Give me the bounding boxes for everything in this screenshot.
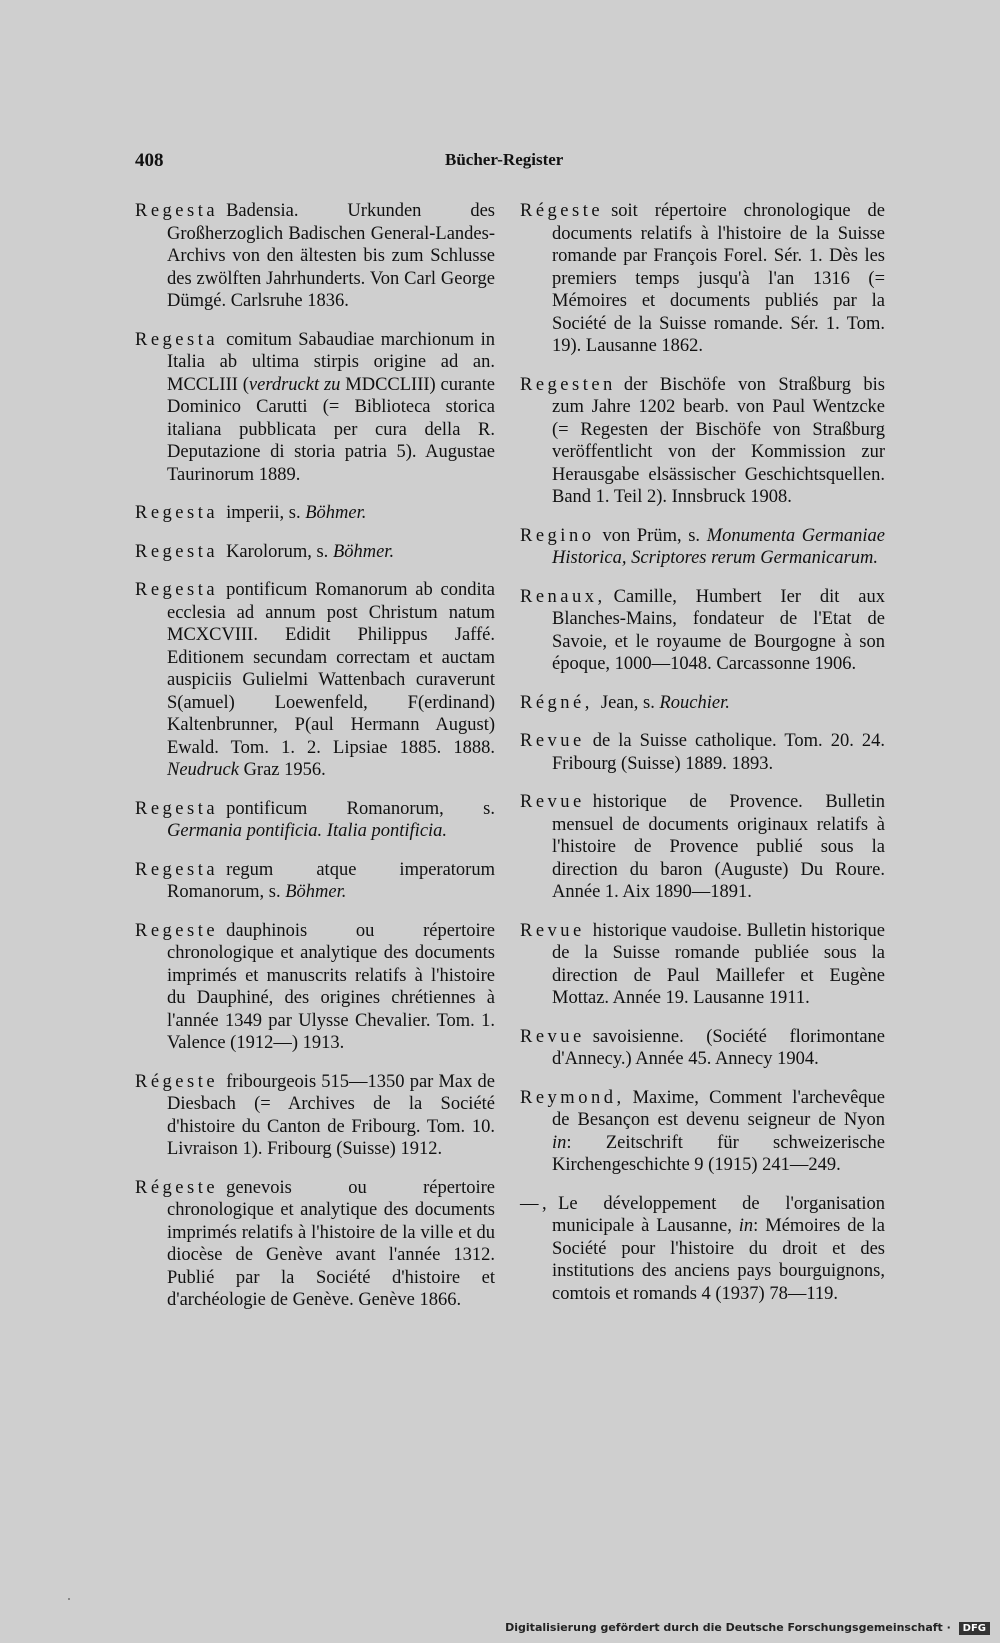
register-entry: [135, 200, 495, 313]
entry-text: von Prüm, s.: [602, 525, 707, 546]
entry-italic-text: Germania pontificia. Italia pontificia.: [167, 821, 448, 841]
entry-text: comitum Sabaudiae marchionum in Italia ab ultima stirpis origine ad an. MCCLIII (: [167, 329, 495, 395]
register-entry: [520, 525, 885, 570]
entry-text: : Zeitschrift für schweizerische Kirchengeschichte 9 (1915) 241—249.: [552, 1132, 885, 1175]
entry-keyword: Regesta: [135, 503, 219, 523]
entry-text: pontificum Romanorum, s.: [226, 798, 495, 819]
entry-text: Jean, s.: [600, 692, 660, 713]
entry-text: Karolorum, s.: [226, 541, 333, 562]
register-entry: [135, 1177, 495, 1312]
entry-keyword: Regesta: [135, 580, 219, 600]
entry-italic-text: Neudruck: [167, 760, 239, 780]
entry-keyword: —,: [520, 1193, 551, 1214]
entry-text: Maxime, Comment l'archevêque de Besançon est devenu seigneur de Nyon: [552, 1087, 885, 1130]
entry-text: fribourgeois 515—1350 par Max de Diesbach (= Archives de la Société d'histoire du Canton de Fribourg. Tom. 10. Livraison 1). Fribourg (Suisse) 1912.: [167, 1071, 495, 1159]
entry-keyword: Regesta: [135, 798, 219, 819]
register-entry: [135, 329, 495, 487]
entry-italic-text: verdruckt zu: [248, 374, 341, 395]
register-entry: [520, 374, 885, 509]
register-entry: [520, 1193, 885, 1306]
scan-mark: [68, 1598, 70, 1600]
entry-text: soit répertoire chronologique de documents relatifs à l'histoire de la Suisse romande par François Forel. Sér. 1. Dès les premiers temps jusqu'à l'an 1316 (= Mémoires et documents publiés par la Société de la Suisse romande. Sér. 1. Tom. 19). Lausanne 1862.: [552, 201, 885, 356]
entry-text: dauphinois ou répertoire chronologique et analytique des documents imprimés et manuscrits relatifs à l'histoire du Dauphiné, des origines chrétiennes à l'année 1349 par Ulysse Chevalier. Tom. 1. Valence (1912—) 1913.: [167, 920, 495, 1053]
register-entry: [520, 1087, 885, 1177]
entry-italic-text: Böhmer.: [285, 882, 347, 902]
entry-text: MDCCLIII) curante Dominico Carutti (= Biblioteca storica italiana pubblicata per cura della R. Deputazione di storia patria 5). Augustae Taurinorum 1889.: [167, 374, 495, 485]
register-entry: [135, 798, 495, 843]
digitization-credit: [505, 1621, 990, 1635]
entry-keyword: Régeste: [520, 201, 604, 221]
entry-text: : Mémoires de la Société pour l'histoire du droit et des institutions des anciens pays bourguignons, comtois et romands 4 (1937) 78—119.: [552, 1216, 885, 1304]
entry-keyword: Régeste: [135, 1071, 219, 1092]
entry-keyword: Régné,: [520, 692, 593, 713]
register-entry: [135, 1071, 495, 1161]
left-column: [135, 200, 495, 1328]
entry-keyword: Revue: [520, 792, 585, 812]
register-entry: [520, 791, 885, 904]
entry-keyword: Renaux,: [520, 586, 606, 607]
entry-text: Badensia. Urkunden des Großherzoglich Badischen General-Landes-Archivs von den ältesten bis zum Schlusse des zwölften Jahrhunderts. Von Carl George Dümgé. Carlsruhe 1836.: [167, 201, 495, 311]
entry-text: pontificum Romanorum ab condita ecclesia ad annum post Christum natum MCXCVIII. Edidit Philippus Jaffé. Editionem secundam correctam et auctam auspiciis Gulielmi Wattenbach curaverunt S(amuel) Loewenfeld, F(erdinand) Kaltenbrunner, P(aul Hermann August) Ewald. Tom. 1. 2. Lipsiae 1885. 1888.: [167, 580, 495, 758]
entry-keyword: Regesta: [135, 541, 219, 562]
entry-italic-text: Monumenta Germaniae Historica, Scriptores rerum Germanicarum.: [552, 525, 885, 568]
entry-text: historique vaudoise. Bulletin historique de la Suisse romande publiée sous la direction de Paul Maillefer et Eugène Mottaz. Année 19. Lausanne 1911.: [552, 920, 885, 1008]
entry-text: savoisienne. (Société florimontane d'Annecy.) Année 45. Annecy 1904.: [552, 1026, 885, 1069]
entry-text: Graz 1956.: [238, 760, 326, 780]
register-entry: [135, 502, 495, 525]
entry-italic-text: Böhmer.: [332, 541, 395, 562]
entry-italic-text: Rouchier.: [659, 692, 730, 713]
entry-text: der Bischöfe von Straßburg bis zum Jahre 1202 bearb. von Paul Wentzcke (= Regesten der Bischöfe von Straßburg veröffentlicht von der Kommission zur Herausgabe elsässischer Geschichtsquellen. Band 1. Teil 2). Innsbruck 1908.: [552, 374, 885, 507]
entry-keyword: Regesta: [135, 201, 219, 221]
entry-keyword: Reymond,: [520, 1087, 625, 1108]
register-entry: [135, 541, 495, 564]
entry-keyword: Revue: [520, 920, 585, 941]
entry-italic-text: in: [738, 1216, 754, 1236]
entry-text: genevois ou répertoire chronologique et analytique des documents imprimés relatifs à l'histoire de la ville et du diocèse de Genève avant l'année 1312. Publié par la Société d'histoire et d'archéologie de Genève. Genève 1866.: [167, 1177, 495, 1310]
page-header: [135, 150, 860, 180]
entry-keyword: Regesten: [520, 374, 616, 395]
register-entry: [520, 1026, 885, 1071]
register-entry: [135, 859, 495, 904]
entry-text: Le développement de l'organisation municipale à Lausanne,: [552, 1193, 885, 1236]
register-entry: [520, 200, 885, 358]
entry-text: de la Suisse catholique. Tom. 20. 24. Fribourg (Suisse) 1889. 1893.: [552, 731, 885, 774]
page-number: 408: [135, 150, 164, 171]
entry-keyword: Regesta: [135, 329, 219, 350]
entry-text: imperii, s.: [226, 503, 306, 523]
register-entry: [520, 586, 885, 676]
entry-italic-text: Böhmer.: [305, 503, 367, 523]
register-entry: [135, 920, 495, 1055]
register-entry: [520, 920, 885, 1010]
register-entry: [520, 692, 885, 715]
right-column: [520, 200, 885, 1321]
entry-text: Camille, Humbert Ier dit aux Blanches-Mains, fondateur de l'Etat de Savoie, et le royaume de Bourgogne à son époque, 1000—1048. Carcassonne 1906.: [552, 586, 885, 674]
entry-text: historique de Provence. Bulletin mensuel de documents originaux relatifs à l'histoire de Provence publié sous la direction du baron (Auguste) Du Roure. Année 1. Aix 1890—1891.: [552, 792, 885, 902]
entry-keyword: Revue: [520, 1026, 585, 1047]
dfg-logo: DFG: [959, 1622, 990, 1635]
entry-text: regum atque imperatorum Romanorum, s.: [167, 859, 495, 902]
entry-keyword: Régeste: [135, 1177, 219, 1198]
entry-italic-text: in: [552, 1132, 567, 1153]
register-entry: [520, 730, 885, 775]
register-entry: [135, 579, 495, 782]
entry-keyword: Regino: [520, 525, 595, 546]
running-title: Bücher-Register: [445, 150, 564, 169]
entry-keyword: Revue: [520, 731, 585, 751]
entry-keyword: Regesta: [135, 859, 219, 880]
entry-keyword: Regeste: [135, 920, 219, 941]
credit-text: Digitalisierung gefördert durch die Deutsche Forschungsgemeinschaft ·: [505, 1621, 951, 1634]
